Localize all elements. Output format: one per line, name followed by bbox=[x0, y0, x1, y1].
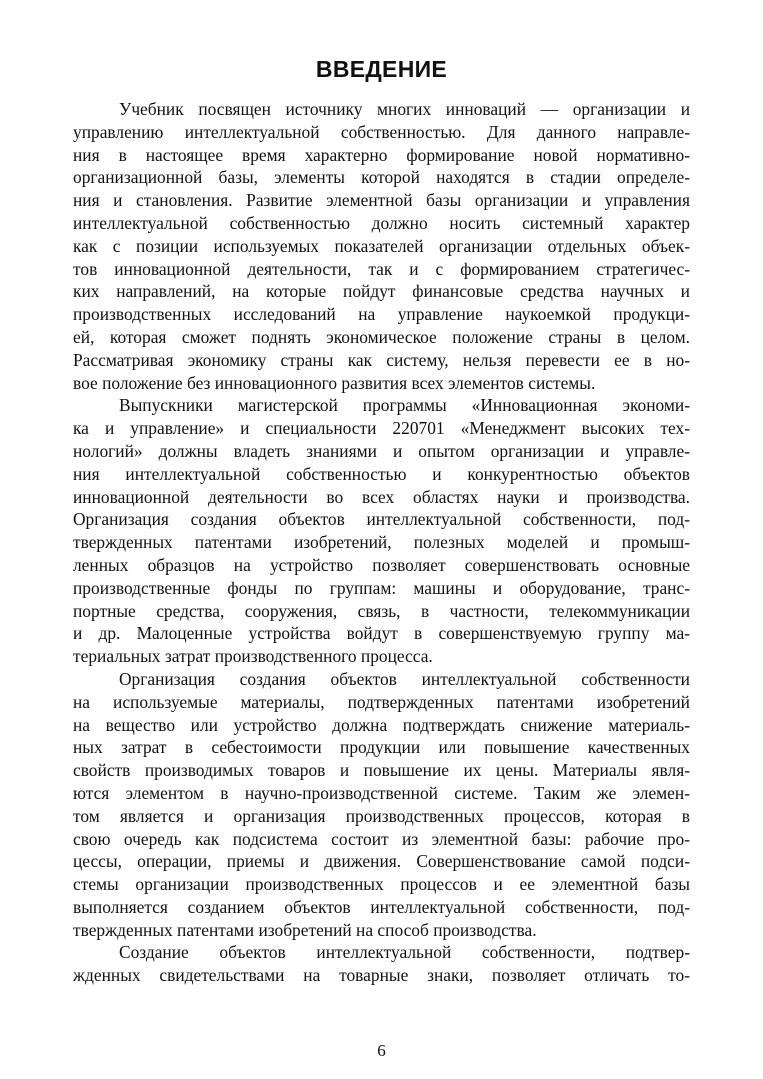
text-line: организационной базы, элементы которой находятся в стадии определе- bbox=[73, 167, 690, 188]
paragraph bbox=[73, 668, 690, 942]
text-line: териальных затрат производственного процесса. bbox=[73, 646, 433, 667]
text-line: Организация создания объектов интеллектуальной собственности, под- bbox=[73, 509, 690, 530]
text-line: портные средства, сооружения, связь, в частности, телекоммуникации bbox=[73, 600, 690, 621]
text-line: как с позиции используемых показателей организации отдельных объек- bbox=[73, 235, 690, 256]
text-line: цессы, операции, приемы и движения. Совершенствование самой подси- bbox=[73, 851, 690, 872]
text-line: производственных исследований на управление наукоемкой продукци- bbox=[73, 304, 690, 325]
text-line: и др. Малоценные устройства войдут в совершенствуемую группу ма- bbox=[73, 623, 690, 644]
text-line: Создание объектов интеллектуальной собственности, подтвер- bbox=[119, 942, 690, 963]
text-line: выполняется созданием объектов интеллектуальной собственности, под- bbox=[73, 896, 690, 917]
text-line: том является и организация производственных процессов, которая в bbox=[73, 805, 690, 826]
text-line: ленных образцов на устройство позволяет совершенствовать основные bbox=[73, 554, 690, 575]
text-line: свойств производимых товаров и повышение их цены. Материалы явля- bbox=[73, 760, 690, 781]
text-line: тов инновационной деятельности, так и с формированием стратегичес- bbox=[73, 258, 690, 279]
text-line: на вещество или устройство должна подтверждать снижение материаль- bbox=[73, 714, 690, 735]
text-line: ких направлений, на которые пойдут финансовые средства научных и bbox=[73, 281, 690, 302]
paragraph bbox=[73, 941, 690, 987]
body-text bbox=[73, 98, 690, 987]
page-number: 6 bbox=[377, 1041, 386, 1060]
paragraph bbox=[73, 98, 690, 394]
text-line: ются элементом в научно-производственной системе. Таким же элемен- bbox=[73, 782, 690, 803]
text-line: ных затрат в себестоимости продукции или повышение качественных bbox=[73, 737, 690, 758]
text-line: жденных свидетельствами на товарные знаки, позволяет отличать то- bbox=[73, 965, 690, 986]
text-line: твержденных патентами изобретений на способ производства. bbox=[73, 919, 537, 940]
text-line: ния в настоящее время характерно формирование новой нормативно- bbox=[73, 144, 690, 165]
text-line: ния интеллектуальной собственностью и конкурентностью объектов bbox=[73, 463, 690, 484]
paragraph bbox=[73, 394, 690, 668]
text-line: на используемые материалы, подтвержденных патентами изобретений bbox=[73, 691, 690, 712]
text-line: Организация создания объектов интеллектуальной собственности bbox=[119, 668, 690, 689]
page-title: ВВЕДЕНИЕ bbox=[315, 56, 448, 82]
text-line: Рассматривая экономику страны как систему, нельзя перевести ее в но- bbox=[73, 349, 690, 370]
text-line: стемы организации производственных процессов и ее элементной базы bbox=[73, 874, 690, 895]
text-line: ей, которая сможет поднять экономическое положение страны в целом. bbox=[73, 326, 690, 347]
text-line: Выпускники магистерской программы «Инновационная экономи- bbox=[119, 395, 690, 416]
text-line: Учебник посвящен источнику многих инноваций — организации и bbox=[119, 99, 690, 119]
text-line: свою очередь как подсистема состоит из элементной базы: рабочие про- bbox=[73, 828, 690, 849]
text-line: производственные фонды по группам: машины и оборудование, транс- bbox=[73, 577, 690, 598]
text-line: твержденных патентами изобретений, полезных моделей и промыш- bbox=[73, 532, 690, 553]
text-line: вое положение без инновационного развития всех элементов системы. bbox=[73, 372, 596, 393]
text-line: ка и управление» и специальности 220701 «Менеджмент высоких тех- bbox=[73, 418, 690, 439]
text-line: нологий» должны владеть знаниями и опытом организации и управле- bbox=[73, 440, 690, 461]
text-line: инновационной деятельности во всех областях науки и производства. bbox=[73, 486, 690, 507]
text-line: ния и становления. Развитие элементной базы организации и управления bbox=[73, 190, 690, 211]
text-line: интеллектуальной собственностью должно носить системный характер bbox=[73, 212, 690, 233]
text-line: управлению интеллектуальной собственностью. Для данного направле- bbox=[73, 121, 690, 142]
